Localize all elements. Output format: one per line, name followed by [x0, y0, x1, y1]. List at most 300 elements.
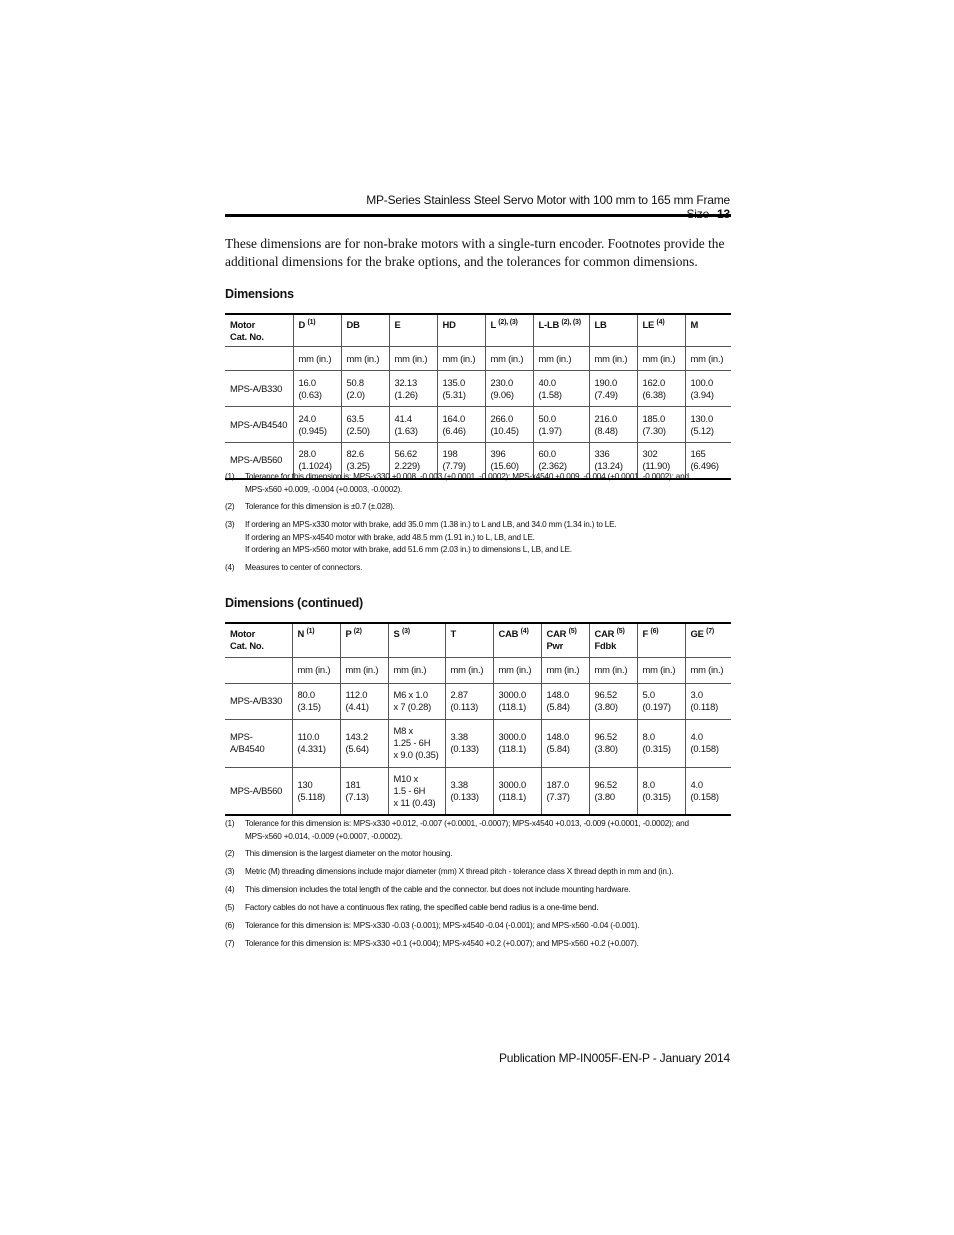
footnote-text: Tolerance for this dimension is: MPS-x330 -0.03 (-0.001); MPS-x4540 -0.04 (-0.001); and MPS-x560 -0.04 (-0.001).: [245, 921, 640, 930]
column-label: F: [642, 628, 649, 639]
value-line: 50.8: [346, 376, 364, 388]
footnote-number: (1): [225, 472, 235, 481]
column-label: CAR: [546, 628, 567, 639]
value-line: x 9.0 (0.35): [393, 749, 439, 760]
value-line: 162.0: [642, 376, 665, 388]
value-line: 100.0: [690, 376, 713, 388]
footnote-text: MPS-x560 +0.014, -0.009 (+0.0007, -0.0002).: [245, 831, 403, 841]
unit-cell: mm (in.): [589, 347, 637, 371]
value-cell: [341, 407, 389, 443]
footnote: [225, 866, 731, 879]
column-header: [445, 623, 493, 657]
column-header: [637, 623, 685, 657]
unit-cell: mm (in.): [445, 657, 493, 683]
header-label-line: Motor: [230, 628, 256, 639]
value-cell: [292, 719, 340, 767]
value-cell: [292, 767, 340, 815]
unit-cell: mm (in.): [493, 657, 541, 683]
value-line: (10.45): [490, 424, 519, 436]
value-line: 198: [442, 448, 458, 460]
motor-cat-no: MPS-A/B4540: [225, 719, 292, 767]
footnote-text: Tolerance for this dimension is: MPS-x330 +0.012, -0.007 (+0.0001, -0.0007); MPS-x4540 +0.013, -0.009 (+0.0001, -0.0002); and: [245, 819, 689, 828]
column-header-line: [691, 628, 727, 640]
value-line: 3000.0: [498, 778, 526, 790]
footnote-number: (4): [225, 885, 235, 894]
value-cell: [493, 719, 541, 767]
column-header: [388, 623, 445, 657]
value-line: (1.26): [394, 388, 418, 400]
value-cell: [292, 683, 340, 719]
column-header-line: [443, 319, 480, 331]
footnote-text: If ordering an MPS-x4540 motor with brake, add 48.5 mm (1.91 in.) to L, LB, and LE.: [245, 532, 535, 542]
column-label: CAB: [498, 628, 519, 639]
value-line: (9.06): [490, 388, 514, 400]
value-line: 1.5 - 6H: [393, 784, 426, 796]
header-label-line: Cat. No.: [230, 640, 264, 651]
value-line: 5.0: [642, 689, 655, 700]
value-cell: [637, 407, 685, 443]
value-line: (2.0): [346, 388, 365, 400]
value-line: (118.1): [498, 743, 527, 754]
value-line: (0.118): [690, 701, 719, 712]
table2-title: Dimensions (continued): [225, 596, 363, 610]
value-line: (7.49): [594, 388, 618, 400]
motor-cat-no: MPS-A/B4540: [225, 407, 293, 443]
value-line: (6.38): [642, 388, 666, 400]
value-line: (1.1024): [298, 460, 332, 472]
value-line: (8.48): [594, 424, 618, 436]
column-label: CAR: [594, 628, 615, 639]
value-line: (5.31): [442, 388, 466, 400]
value-line: (7.37): [546, 790, 570, 802]
footnote: [225, 938, 731, 951]
footnote-number: (4): [225, 563, 235, 572]
header-motor-cat-no: [225, 623, 292, 657]
footnote-ref: (2): [353, 627, 362, 635]
value-cell: [637, 683, 685, 719]
column-header-line: [347, 319, 384, 331]
value-cell: [389, 407, 437, 443]
footnote: [225, 902, 731, 915]
value-cell: [493, 767, 541, 815]
value-line: 96.52: [594, 778, 617, 790]
value-line: (15.60): [490, 460, 519, 472]
column-label: DB: [346, 319, 360, 330]
footnote: [225, 818, 731, 843]
value-line: (2.50): [346, 424, 370, 436]
value-line: (3.80): [594, 701, 618, 712]
unit-cell: mm (in.): [293, 347, 341, 371]
value-line: 82.6: [346, 448, 364, 460]
value-line: 3.38: [450, 731, 468, 742]
value-line: 63.5: [346, 412, 364, 424]
footnote-number: (1): [225, 819, 235, 828]
value-line: 130.0: [690, 412, 713, 424]
value-line: 16.0: [298, 376, 316, 388]
header-label-line: Motor: [230, 319, 256, 330]
value-line: 185.0: [642, 412, 665, 424]
value-cell: [685, 407, 731, 443]
value-cell: [637, 719, 685, 767]
value-line: 112.0: [345, 689, 368, 700]
header-motor-cat-no: [225, 314, 293, 347]
footnote-text: Tolerance for this dimension is: MPS-x330 +0.1 (+0.004); MPS-x4540 +0.2 (+0.007); and MPS-x560 +0.2 (+0.007).: [245, 939, 639, 948]
value-line: 4.0: [690, 731, 703, 742]
value-line: 40.0: [538, 376, 556, 388]
value-cell: [445, 767, 493, 815]
units-empty-cell: [225, 347, 293, 371]
column-label-line2: Fdbk: [594, 640, 617, 651]
value-cell: [485, 371, 533, 407]
table1-title: Dimensions: [225, 287, 294, 301]
table-row: [225, 407, 731, 443]
value-line: 56.62: [394, 448, 417, 460]
value-cell: [340, 683, 388, 719]
footnote-number: (7): [225, 939, 235, 948]
value-cell: [589, 407, 637, 443]
footnote: [225, 848, 731, 861]
footnote-number: (2): [225, 849, 235, 858]
value-cell: [340, 767, 388, 815]
value-line: 164.0: [442, 412, 465, 424]
column-header-line: [499, 628, 536, 640]
unit-cell: mm (in.): [340, 657, 388, 683]
value-cell: [589, 767, 637, 815]
unit-cell: mm (in.): [533, 347, 589, 371]
value-line: 8.0: [642, 778, 655, 790]
column-header: [340, 623, 388, 657]
column-label: N: [297, 628, 305, 639]
value-line: 60.0: [538, 448, 556, 460]
value-line: 266.0: [490, 412, 513, 424]
value-line: 50.0: [538, 412, 556, 424]
footnote-number: (3): [225, 520, 235, 529]
value-cell: [541, 767, 589, 815]
value-cell: [389, 371, 437, 407]
value-line: (1.63): [394, 424, 418, 436]
value-cell: [685, 371, 731, 407]
footnote-ref: (2), (3): [561, 318, 581, 326]
table-row: [225, 683, 731, 719]
value-line: 2.87: [450, 689, 468, 700]
footnote: [225, 471, 731, 496]
value-line: 96.52: [594, 689, 617, 700]
column-header: [685, 623, 731, 657]
value-line: (0.63): [298, 388, 322, 400]
footnote-text: Measures to center of connectors.: [245, 563, 363, 572]
value-line: (13.24): [594, 460, 623, 472]
value-cell: [685, 719, 731, 767]
footnote-ref: (2), (3): [498, 318, 518, 326]
column-label: L: [490, 319, 496, 330]
motor-cat-no: MPS-A/B330: [225, 371, 293, 407]
column-header-line: [346, 628, 383, 640]
value-line: (4.331): [297, 743, 326, 754]
value-line: (1.58): [538, 388, 562, 400]
column-label: M: [690, 319, 699, 330]
unit-cell: mm (in.): [685, 657, 731, 683]
column-header-line: [595, 319, 632, 331]
value-line: 396: [490, 448, 506, 460]
value-line: M8 x: [393, 725, 414, 736]
value-line: (5.64): [345, 743, 369, 754]
column-header: [541, 623, 589, 657]
units-row: [225, 347, 731, 371]
value-line: (118.1): [498, 701, 527, 712]
motor-cat-no: MPS-A/B560: [225, 443, 293, 479]
value-cell: [637, 371, 685, 407]
footnote-ref: (1): [307, 318, 316, 326]
value-line: 28.0: [298, 448, 316, 460]
value-line: M10 x: [393, 772, 419, 784]
column-label: GE: [690, 628, 704, 639]
column-label: E: [394, 319, 401, 330]
column-header: [485, 314, 533, 347]
footnote-ref: (3): [401, 627, 410, 635]
column-label: L-LB: [538, 319, 560, 330]
column-header-line: [643, 319, 680, 331]
value-line: M6 x 1.0: [393, 689, 428, 700]
value-line: 148.0: [546, 731, 569, 742]
footnote-text: MPS-x560 +0.009, -0.004 (+0.0003, -0.0002).: [245, 484, 403, 494]
value-line: 143.2: [345, 731, 368, 742]
footnote-text: If ordering an MPS-x560 motor with brake, add 51.6 mm (2.03 in.) to dimensions L, LB, and LE.: [245, 545, 572, 554]
value-line: 130: [297, 778, 313, 790]
footnote-text: If ordering an MPS-x330 motor with brake, add 35.0 mm (1.38 in.) to L and LB, and 34.0 mm (1.34 in.) to LE.: [245, 520, 617, 529]
value-line: 80.0: [297, 689, 315, 700]
footnote-text: This dimension is the largest diameter on the motor housing.: [245, 849, 453, 858]
value-line: (5.118): [297, 790, 326, 802]
value-cell: [589, 683, 637, 719]
units-empty-cell: [225, 657, 292, 683]
column-label: LE: [642, 319, 655, 330]
footnote-ref: (4): [656, 318, 665, 326]
unit-cell: mm (in.): [389, 347, 437, 371]
value-cell: [437, 371, 485, 407]
footnote-ref: (4): [520, 627, 529, 635]
unit-cell: mm (in.): [637, 657, 685, 683]
unit-cell: mm (in.): [388, 657, 445, 683]
value-line: (0.158): [690, 743, 719, 754]
column-header: [685, 314, 731, 347]
value-cell: [445, 719, 493, 767]
value-line: (6.46): [442, 424, 466, 436]
value-line: (5.12): [690, 424, 714, 436]
footnote: [225, 884, 731, 897]
value-cell: [437, 407, 485, 443]
column-label: LB: [594, 319, 607, 330]
header-row: [225, 314, 731, 347]
header-label-line: Cat. No.: [230, 331, 264, 342]
publication-footer: Publication MP-IN005F-EN-P - January 2014: [498, 1051, 730, 1065]
footnote: [225, 562, 731, 575]
value-cell: [493, 683, 541, 719]
units-row: [225, 657, 731, 683]
value-line: (3.80): [594, 743, 618, 754]
column-header: [341, 314, 389, 347]
value-line: (3.15): [297, 701, 321, 712]
footnote-number: (3): [225, 867, 235, 876]
value-line: 8.0: [642, 731, 655, 742]
column-label: T: [450, 628, 457, 639]
value-line: (0.945): [298, 424, 327, 436]
value-line: x 7 (0.28): [393, 701, 432, 712]
value-line: (0.197): [642, 701, 671, 712]
value-line: 181: [345, 778, 361, 790]
column-label-line2: Pwr: [546, 640, 564, 651]
column-header: [493, 623, 541, 657]
value-line: 302: [642, 448, 658, 460]
column-header-line: [643, 628, 680, 640]
value-cell: [388, 683, 445, 719]
value-line: 32.13: [394, 376, 417, 388]
unit-cell: mm (in.): [292, 657, 340, 683]
column-header-line: [395, 319, 432, 331]
value-cell: [637, 767, 685, 815]
unit-cell: mm (in.): [485, 347, 533, 371]
value-line: (7.13): [345, 790, 369, 802]
column-header: [589, 623, 637, 657]
value-line: 148.0: [546, 689, 569, 700]
unit-cell: mm (in.): [637, 347, 685, 371]
table-row: [225, 371, 731, 407]
value-cell: [388, 767, 445, 815]
footnote-text: Metric (M) threading dimensions include major diameter (mm) X thread pitch - tolerance class X thread depth in mm and (in.).: [245, 867, 674, 876]
footnote-number: (6): [225, 921, 235, 930]
unit-cell: mm (in.): [685, 347, 731, 371]
value-line: (7.79): [442, 460, 466, 472]
unit-cell: mm (in.): [589, 657, 637, 683]
footnote-ref: (1): [306, 627, 315, 635]
value-line: (0.315): [642, 790, 671, 802]
value-line: (1.97): [538, 424, 562, 436]
column-header-line: [547, 628, 584, 640]
header-title: MP-Series Stainless Steel Servo Motor with 100 mm to 165 mm Frame: [366, 193, 730, 207]
footnote-ref: (5): [568, 627, 577, 635]
value-line: (5.84): [546, 743, 570, 754]
value-cell: [533, 407, 589, 443]
value-line: x 11 (0.43): [393, 796, 436, 808]
unit-cell: mm (in.): [341, 347, 389, 371]
value-cell: [293, 407, 341, 443]
column-header-line: [299, 319, 336, 331]
motor-cat-no: MPS-A/B330: [225, 683, 292, 719]
column-label: P: [345, 628, 352, 639]
value-cell: [388, 719, 445, 767]
footnote-number: (2): [225, 502, 235, 511]
column-header: [437, 314, 485, 347]
value-cell: [589, 719, 637, 767]
footnote-ref: (7): [706, 627, 715, 635]
footnote: [225, 519, 731, 557]
value-line: 230.0: [490, 376, 513, 388]
value-line: 190.0: [594, 376, 617, 388]
column-header-line: [539, 319, 584, 331]
value-line: (0.113): [450, 701, 479, 712]
column-header: [533, 314, 589, 347]
column-header: [589, 314, 637, 347]
value-line: (118.1): [498, 790, 527, 802]
column-label: D: [298, 319, 306, 330]
value-line: (11.90): [642, 460, 671, 472]
unit-cell: mm (in.): [437, 347, 485, 371]
value-line: (0.158): [690, 790, 719, 802]
value-line: 135.0: [442, 376, 465, 388]
value-line: 3000.0: [498, 731, 526, 742]
value-line: 1.25 - 6H: [393, 737, 431, 748]
value-cell: [685, 683, 731, 719]
header-row: [225, 623, 731, 657]
motor-cat-no: MPS-A/B560: [225, 767, 292, 815]
table-row: [225, 719, 731, 767]
column-header: [389, 314, 437, 347]
column-header: [637, 314, 685, 347]
value-line: 165: [690, 448, 706, 460]
value-cell: [485, 407, 533, 443]
value-cell: [541, 683, 589, 719]
value-line: 110.0: [297, 731, 320, 742]
footnote: [225, 920, 731, 933]
column-label: HD: [442, 319, 456, 330]
value-line: (4.41): [345, 701, 369, 712]
column-header: [293, 314, 341, 347]
footnote-text: This dimension includes the total length of the cable and the connector. but does not include mounting hardware.: [245, 885, 631, 894]
value-line: 3.38: [450, 778, 468, 790]
value-line: (6.496): [690, 460, 719, 472]
table-row: [225, 767, 731, 815]
column-label: S: [393, 628, 400, 639]
column-header-line: [394, 628, 440, 640]
unit-cell: mm (in.): [541, 657, 589, 683]
value-cell: [293, 371, 341, 407]
value-cell: [533, 371, 589, 407]
value-line: 3.0: [690, 689, 703, 700]
value-line: (2.362): [538, 460, 567, 472]
value-line: (3.94): [690, 388, 714, 400]
value-line: (0.133): [450, 790, 479, 802]
value-cell: [589, 371, 637, 407]
dimensions-table: [225, 313, 731, 480]
column-header-line: [451, 628, 488, 640]
value-cell: [685, 767, 731, 815]
value-line: (0.315): [642, 743, 671, 754]
value-line: 2.229): [394, 460, 420, 472]
column-header: [292, 623, 340, 657]
value-line: 336: [594, 448, 610, 460]
value-line: (5.84): [546, 701, 570, 712]
value-cell: [445, 683, 493, 719]
footnote-number: (5): [225, 903, 235, 912]
value-line: 3000.0: [498, 689, 526, 700]
column-header-line: [691, 319, 727, 331]
column-header-line: [491, 319, 528, 331]
value-cell: [340, 719, 388, 767]
footnote-ref: (5): [616, 627, 625, 635]
footnote-text: Tolerance for this dimension is: MPS-x330 +0.008, -0.003 (+0.0001, -0.0002); MPS-x4540 +0.009, -0.004 (+0.0001, -0.0002); and: [245, 472, 689, 481]
value-line: 216.0: [594, 412, 617, 424]
footnote-text: Tolerance for this dimension is ±0.7 (±.028).: [245, 502, 395, 511]
header-rule: [225, 214, 731, 217]
column-header-line: [595, 628, 632, 640]
intro-paragraph: These dimensions are for non-brake motors with a single-turn encoder. Footnotes provide the additional dimensions for the brake options, and the tolerances for common dimensions.: [225, 236, 725, 269]
value-cell: [341, 371, 389, 407]
value-line: (0.133): [450, 743, 479, 754]
footnote-text: Factory cables do not have a continuous flex rating, the specified cable bend radius is a one-time bend.: [245, 903, 599, 912]
value-line: 24.0: [298, 412, 316, 424]
value-line: 187.0: [546, 778, 569, 790]
value-line: 4.0: [690, 778, 703, 790]
value-line: (3.25): [346, 460, 370, 472]
